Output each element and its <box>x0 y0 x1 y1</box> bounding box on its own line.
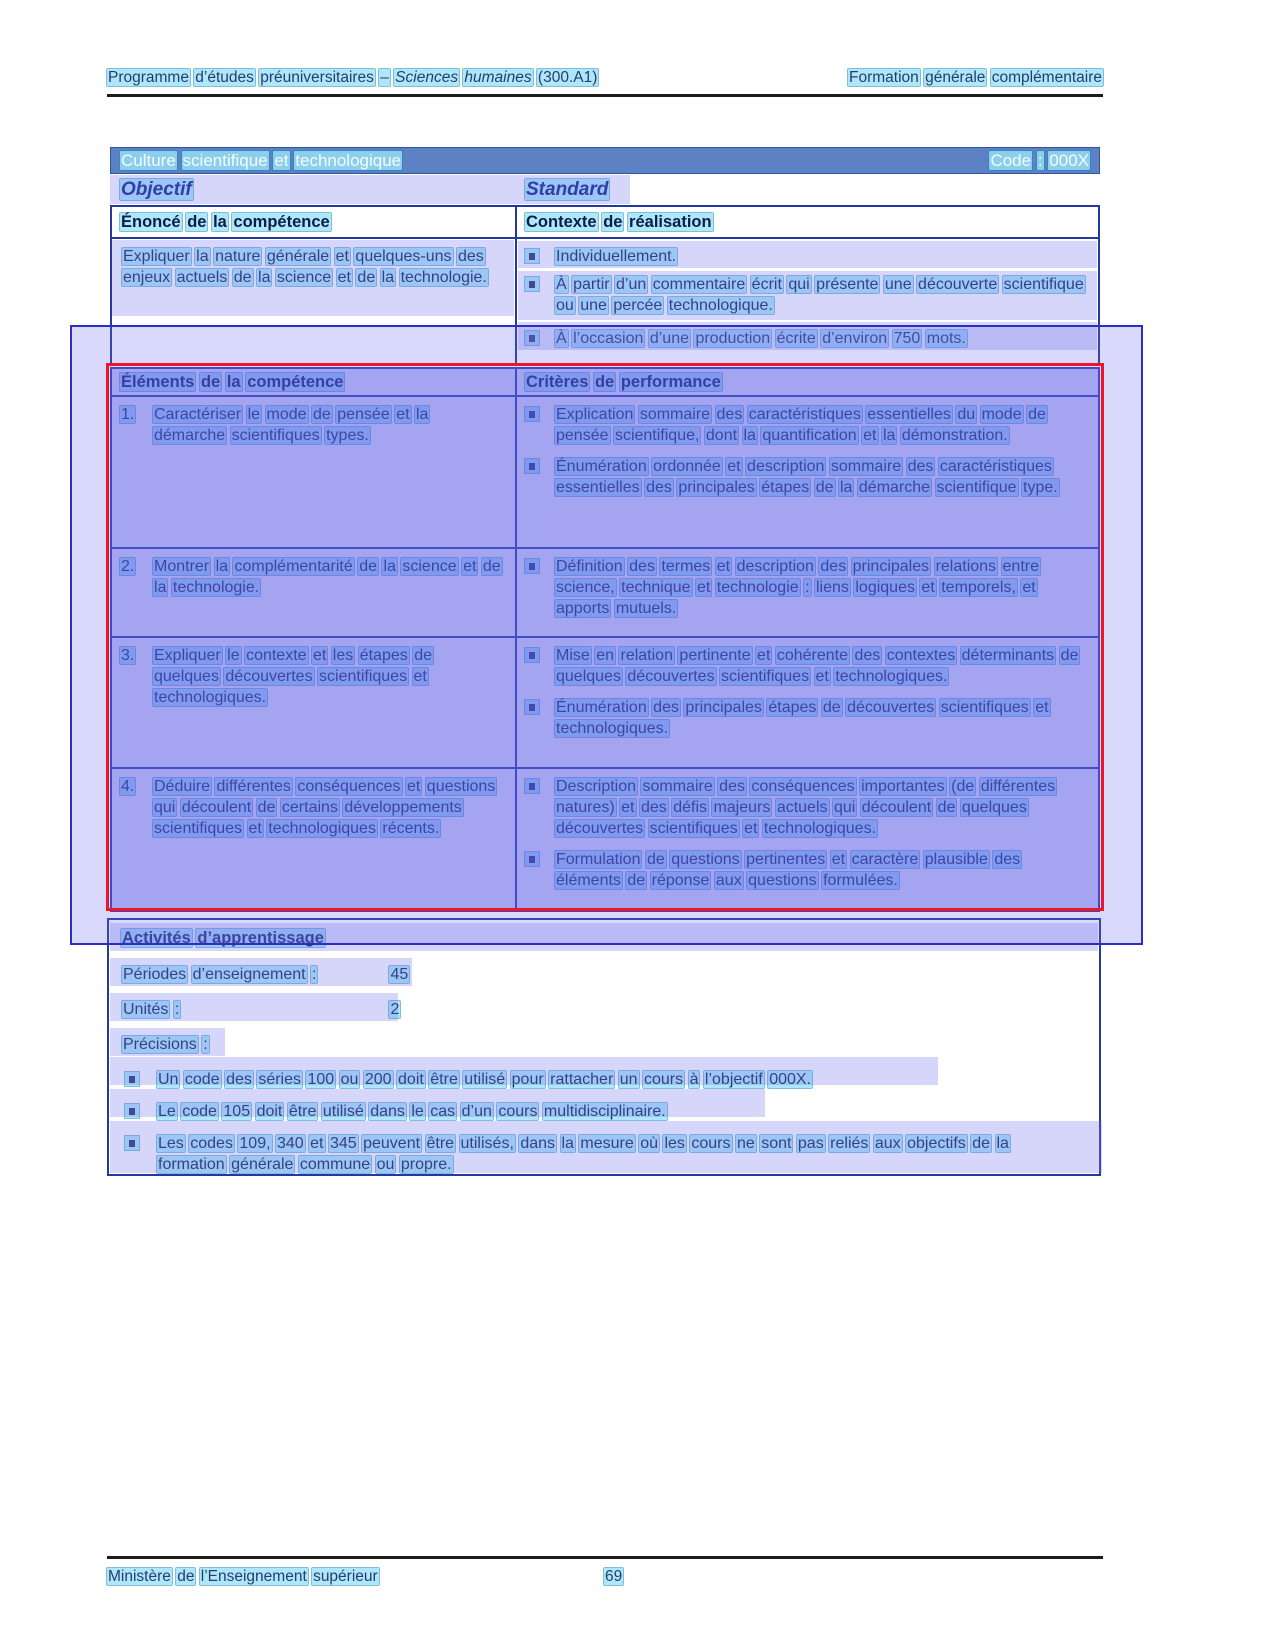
bullet-icon <box>525 459 539 473</box>
contexte-header-text: Contexte de réalisation <box>526 213 712 231</box>
list-item <box>523 697 1090 739</box>
criteria-cell <box>517 549 1098 636</box>
periodes-value: 45 <box>390 966 409 983</box>
competence-table <box>110 205 1100 365</box>
precision-text: Un code des séries 100 ou 200 doit être utilisé pour rattacher un cours à l’objectif 000X. <box>158 1071 811 1088</box>
element-cell <box>112 549 517 636</box>
criteria-list <box>523 645 1090 739</box>
list-item <box>523 404 1090 446</box>
unites-label-wrap <box>122 999 385 1020</box>
list-item <box>523 556 1090 619</box>
enonce-header-cell <box>112 207 517 237</box>
course-title: Culture scientifique et technologique <box>121 150 402 170</box>
page-number-wrap <box>604 1567 623 1587</box>
element-text: Montrer la complémentarité de la science et de la technologie. <box>154 558 501 596</box>
element-text: Déduire différentes conséquences et questions qui découlent de certains développements scientifiques et technologiques récents. <box>154 778 496 837</box>
criterion-text: Explication sommaire des caractéristiques essentielles du mode de pensée scientifique, dont la quantification et la démonstration. <box>556 406 1046 444</box>
list-item <box>523 849 1090 891</box>
periodes-row <box>122 964 1089 985</box>
list-item <box>523 645 1090 687</box>
criterion-text: Description sommaire des conséquences importantes (de différentes natures) et des défis majeurs actuels qui découlent de quelques découvertes scientifiques et technologiques. <box>556 778 1056 837</box>
periodes-label-wrap <box>122 964 385 985</box>
unites-row <box>122 999 1089 1020</box>
header-program-title: Programme d’études préuniversitaires – <box>108 69 389 86</box>
criteria-cell <box>517 397 1098 547</box>
page-footer <box>107 1556 1103 1587</box>
contexte-item-text: À partir d’un commentaire écrit qui présente une découverte scientifique ou une percée technologique. <box>556 276 1084 314</box>
element-number: 2. <box>121 558 135 575</box>
bullet-icon <box>125 1072 139 1086</box>
criteria-cell <box>517 638 1098 767</box>
criteria-list <box>523 556 1090 619</box>
list-item <box>119 1069 1089 1090</box>
objectif-standard-row <box>110 176 1100 204</box>
criteres-header-cell <box>517 369 1098 395</box>
bullet-icon <box>525 559 539 573</box>
element-number: 3. <box>121 647 135 664</box>
criterion-text: Définition des termes et description des principales relations entre science, technique et technologie : liens logiques et temporels, et apports mutuels. <box>556 558 1039 617</box>
bullet-icon <box>525 407 539 421</box>
table-row <box>112 636 1098 767</box>
bullet-icon <box>125 1104 139 1118</box>
criterion-text: Énumération des principales étapes de découvertes scientifiques et technologiques. <box>556 699 1049 737</box>
element-number: 4. <box>121 778 135 795</box>
precisions-row <box>122 1034 1089 1055</box>
bullet-icon <box>525 852 539 866</box>
precisions-label: Précisions : <box>123 1036 208 1053</box>
bullet-icon <box>525 779 539 793</box>
contexte-list <box>523 246 1090 349</box>
precision-text: Les codes 109, 340 et 345 peuvent être utilisés, dans la mesure où les cours ne sont pas reliés aux objectifs de la formation générale commune ou propre. <box>158 1135 1009 1173</box>
header-program-title-italic: Sciences humaines <box>395 69 532 86</box>
elements-table-header <box>112 369 1098 397</box>
precision-text: Le code 105 doit être utilisé dans le cas d’un cours multidisciplinaire. <box>158 1103 666 1120</box>
element-number: 1. <box>121 406 135 423</box>
element-cell <box>112 638 517 767</box>
header-program-code: (300.A1) <box>537 69 598 86</box>
bullet-icon <box>525 331 539 345</box>
contexte-item-text: À l’occasion d’une production écrite d’environ 750 mots. <box>556 330 966 347</box>
contexte-header-cell <box>517 207 1098 237</box>
page-header <box>107 68 1103 97</box>
periodes-label: Périodes d’enseignement : <box>123 966 317 983</box>
course-title-bar <box>110 147 1100 174</box>
page-number: 69 <box>605 1568 623 1585</box>
bullet-icon <box>125 1136 139 1150</box>
elements-table <box>110 367 1100 912</box>
element-cell <box>112 769 517 910</box>
table-row <box>112 397 1098 547</box>
bullet-icon <box>525 277 539 291</box>
criteria-list <box>523 404 1090 498</box>
table-row <box>112 767 1098 910</box>
element-text: Caractériser le mode de pensée et la démarche scientifiques types. <box>154 406 429 444</box>
contexte-item-text: Individuellement. <box>556 248 677 265</box>
unites-label: Unités : <box>123 1001 180 1018</box>
criteres-header-text: Critères de performance <box>526 373 721 391</box>
activites-section <box>107 918 1101 1176</box>
unites-value: 2 <box>390 1001 400 1018</box>
element-cell <box>112 397 517 547</box>
activites-title-text: Activités d’apprentissage <box>122 929 324 947</box>
list-item <box>523 274 1090 316</box>
enonce-text: Expliquer la nature générale et quelques-uns des enjeux actuels de la science et de la technologie. <box>123 248 487 286</box>
enonce-cell <box>112 239 517 363</box>
list-item <box>523 246 1090 267</box>
bullet-icon <box>525 700 539 714</box>
precisions-list <box>119 1069 1089 1175</box>
bullet-icon <box>525 249 539 263</box>
objectif-heading: Objectif <box>121 179 192 200</box>
list-item <box>523 776 1090 839</box>
criterion-text: Formulation de questions pertinentes et caractère plausible des éléments de réponse aux questions formulées. <box>556 851 1021 889</box>
criteria-cell <box>517 769 1098 910</box>
course-code: Code : 000X <box>990 150 1089 170</box>
activites-title <box>121 928 1089 949</box>
standard-heading: Standard <box>526 179 609 200</box>
enonce-header-text: Énoncé de la compétence <box>121 213 330 231</box>
criterion-text: Énumération ordonnée et description sommaire des caractéristiques essentielles des principales étapes de la démarche scientifique type. <box>556 458 1058 496</box>
list-item <box>119 1133 1089 1175</box>
list-item <box>523 328 1090 349</box>
header-right <box>848 68 1103 88</box>
footer-ministry: Ministère de l’Enseignement supérieur <box>108 1568 378 1585</box>
criterion-text: Mise en relation pertinente et cohérente des contextes déterminants de quelques découvertes scientifiques et technologiques. <box>556 647 1079 685</box>
competence-table-body <box>112 239 1098 363</box>
element-text: Expliquer le contexte et les étapes de quelques découvertes scientifiques et technologiques. <box>154 647 432 706</box>
header-left <box>107 68 598 88</box>
bullet-icon <box>525 648 539 662</box>
contexte-cell <box>517 239 1098 363</box>
list-item <box>119 1101 1089 1122</box>
competence-table-header <box>112 207 1098 239</box>
criteria-list <box>523 776 1090 891</box>
header-section-label: Formation générale complémentaire <box>848 69 1102 86</box>
list-item <box>523 456 1090 498</box>
elements-header-text: Éléments de la compétence <box>121 373 344 391</box>
table-row <box>112 547 1098 636</box>
elements-header-cell <box>112 369 517 395</box>
